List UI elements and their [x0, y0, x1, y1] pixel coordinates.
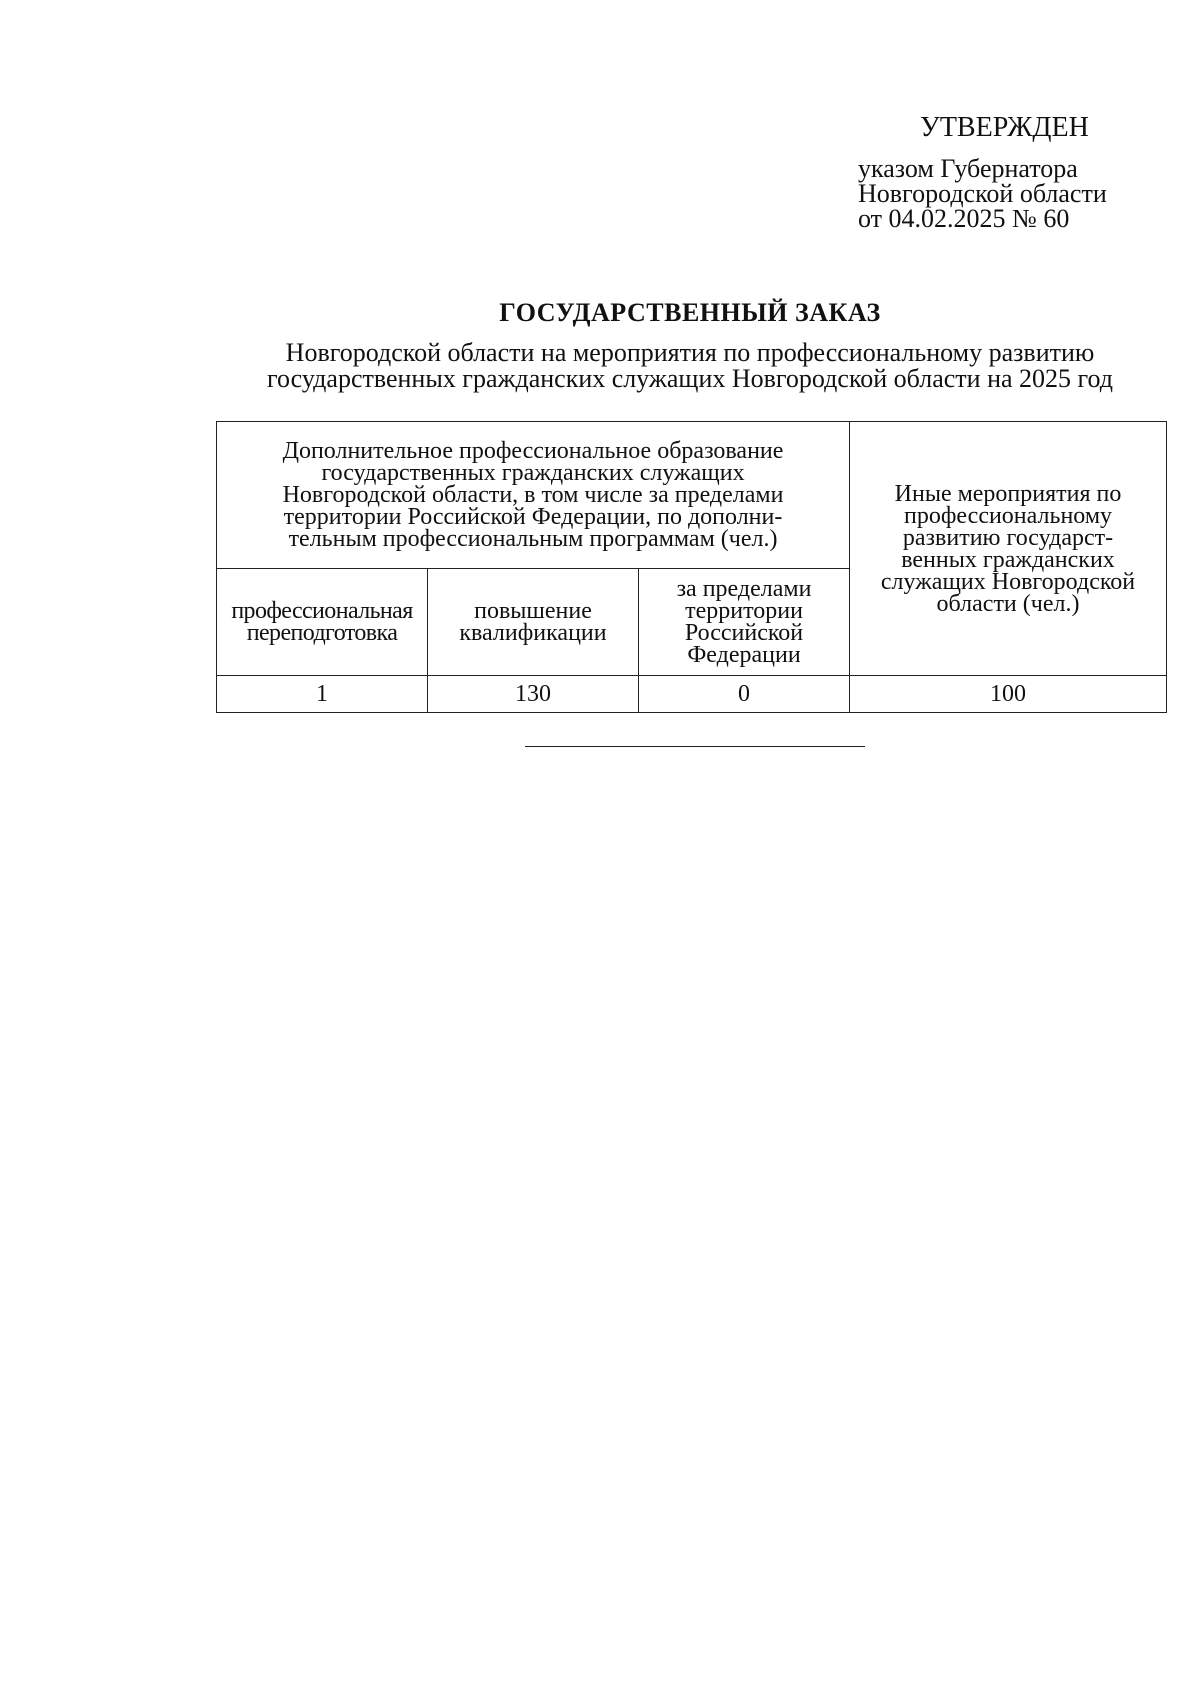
table-header-row [217, 422, 1167, 569]
value-retraining: 1 [217, 676, 428, 713]
value-other-activities: 100 [850, 676, 1167, 713]
header-text-line: Иные мероприятия по [894, 480, 1122, 507]
document-title: ГОСУДАРСТВЕННЫЙ ЗАКАЗ [499, 298, 881, 327]
subheader-text-line: Российской [684, 620, 804, 646]
approval-date-line: от 04.02.2025 № 60 [858, 204, 1070, 233]
header-text-line: развитию государст- [902, 524, 1114, 551]
header-text-line: территории Российской Федерации, по дополни- [283, 504, 783, 530]
subheader-text-line: профессиональная [231, 598, 413, 624]
state-order-table [216, 421, 1167, 713]
header-additional-education [217, 422, 850, 569]
value-qualification: 130 [428, 676, 639, 713]
header-text-line: государственных гражданских служащих [321, 460, 745, 486]
document-subtitle [200, 340, 1180, 392]
header-text-line: служащих Новгородской [880, 568, 1136, 595]
subheader-retraining [217, 569, 428, 676]
subheader-text-line: Федерации [687, 642, 801, 668]
subheader-text-line: за пределами [676, 576, 812, 602]
subheader-qualification [428, 569, 639, 676]
approval-title: УТВЕРЖДЕН [920, 112, 1089, 143]
header-text-line: тельным профессиональным программам (чел.) [288, 526, 778, 552]
header-text-line: профессиональному [904, 502, 1113, 529]
subheader-text-line: территории [685, 598, 803, 624]
document-subtitle-line-1: Новгородской области на мероприятия по профессиональному развитию [285, 338, 1095, 367]
header-additional-education-text [217, 438, 849, 552]
document-subtitle-line-2: государственных гражданских служащих Новгородской области на 2025 год [266, 364, 1114, 393]
header-text-line: области (чел.) [936, 590, 1080, 617]
value-abroad: 0 [639, 676, 850, 713]
header-text-line: венных гражданских [901, 546, 1115, 573]
header-other-activities-text [850, 481, 1166, 617]
subheader-text-line: переподготовка [246, 620, 398, 646]
subheader-abroad [639, 569, 850, 676]
table-row [217, 676, 1167, 713]
approval-decree-line: указом Губернатора [858, 154, 1078, 183]
header-other-activities [850, 422, 1167, 676]
end-divider [525, 746, 865, 747]
subheader-text-line: повышение [474, 598, 592, 624]
header-text-line: Дополнительное профессиональное образование [282, 438, 784, 464]
header-text-line: Новгородской области, в том числе за пределами [282, 482, 784, 508]
subheader-text-line: квалификации [459, 620, 607, 646]
approval-region-line: Новгородской области [858, 179, 1107, 208]
